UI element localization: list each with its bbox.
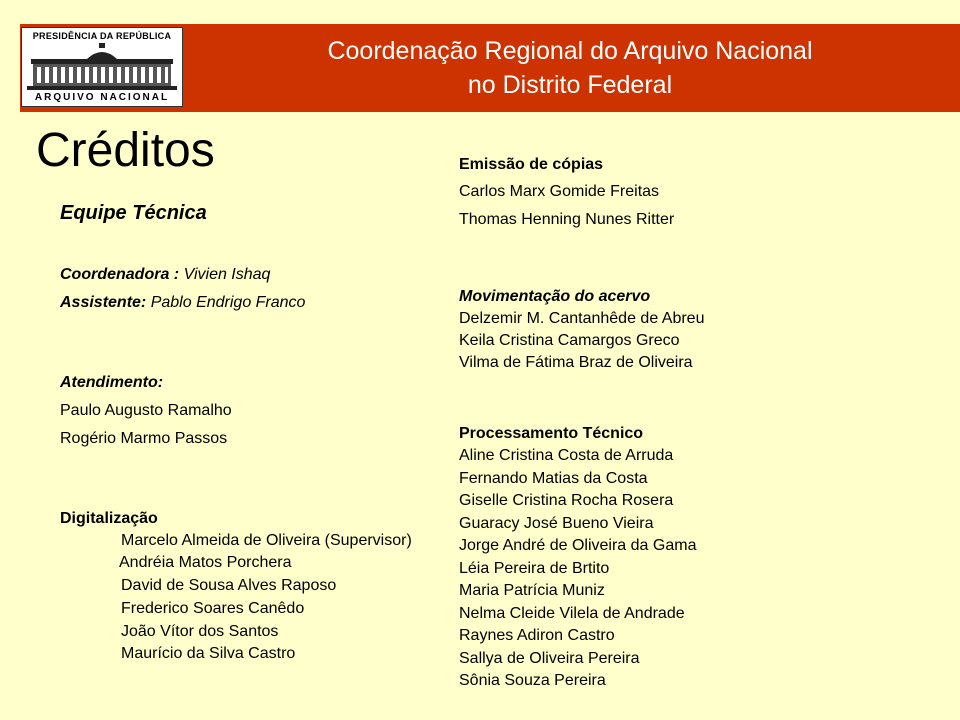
emissao-member: Thomas Henning Nunes Ritter	[459, 211, 675, 228]
digitalizacao-member: João Vítor dos Santos	[121, 623, 279, 640]
processamento-member: Guaracy José Bueno Vieira	[459, 515, 654, 532]
digitalizacao-member: Frederico Soares Canêdo	[121, 600, 305, 617]
coordenadora-label: Coordenadora :	[60, 266, 180, 283]
processamento-member: Giselle Cristina Rocha Rosera	[459, 492, 674, 509]
processamento-member: Léia Pereira de Brtito	[459, 560, 610, 577]
logo-bottom-text: ARQUIVO NACIONAL	[25, 92, 179, 104]
page-title: Créditos	[36, 124, 215, 177]
digitalizacao-member: Marcelo Almeida de Oliveira (Supervisor)	[121, 532, 412, 549]
digitalizacao-label: Digitalização	[60, 510, 158, 527]
movimentacao-member: Keila Cristina Camargos Greco	[459, 332, 680, 349]
processamento-label: Processamento Técnico	[459, 425, 644, 442]
digitalizacao-member: David de Sousa Alves Raposo	[121, 577, 337, 594]
coordenadora-name: Vivien Ishaq	[179, 266, 271, 283]
movimentacao-member: Delzemir M. Cantanhêde de Abreu	[459, 310, 705, 327]
atendimento-member: Rogério Marmo Passos	[60, 430, 228, 447]
team-heading: Equipe Técnica	[60, 202, 207, 224]
processamento-member: Nelma Cleide Vilela de Andrade	[459, 605, 685, 622]
digitalizacao-member: Maurício da Silva Castro	[121, 645, 296, 662]
processamento-member: Aline Cristina Costa de Arruda	[459, 447, 674, 464]
processamento-member: Raynes Adiron Castro	[459, 627, 615, 644]
processamento-member: Sônia Souza Pereira	[459, 672, 606, 689]
processamento-member: Jorge André de Oliveira da Gama	[459, 537, 697, 554]
atendimento-member: Paulo Augusto Ramalho	[60, 402, 232, 419]
processamento-member: Maria Patrícia Muniz	[459, 582, 605, 599]
emissao-label: Emissão de cópias	[459, 156, 604, 173]
processamento-member: Fernando Matias da Costa	[459, 470, 648, 487]
header-title	[230, 34, 910, 102]
header-title-line2: no Distrito Federal	[467, 71, 673, 99]
assistente-line	[60, 292, 305, 314]
emissao-member: Carlos Marx Gomide Freitas	[459, 183, 660, 200]
logo-top-text: PRESIDÊNCIA DA REPÚBLICA	[25, 30, 179, 42]
movimentacao-member: Vilma de Fátima Braz de Oliveira	[459, 354, 693, 371]
movimentacao-label: Movimentação do acervo	[459, 288, 651, 305]
assistente-label: Assistente:	[60, 294, 147, 311]
coordenadora-line	[60, 264, 270, 286]
building-icon	[25, 43, 179, 91]
assistente-name: Pablo Endrigo Franco	[146, 294, 306, 311]
header-title-line1: Coordenação Regional do Arquivo Nacional	[327, 37, 813, 65]
atendimento-label: Atendimento:	[60, 374, 164, 391]
digitalizacao-member: Andréia Matos Porchera	[119, 554, 292, 571]
arquivo-nacional-logo	[21, 27, 183, 107]
processamento-member: Sallya de Oliveira Pereira	[459, 650, 640, 667]
